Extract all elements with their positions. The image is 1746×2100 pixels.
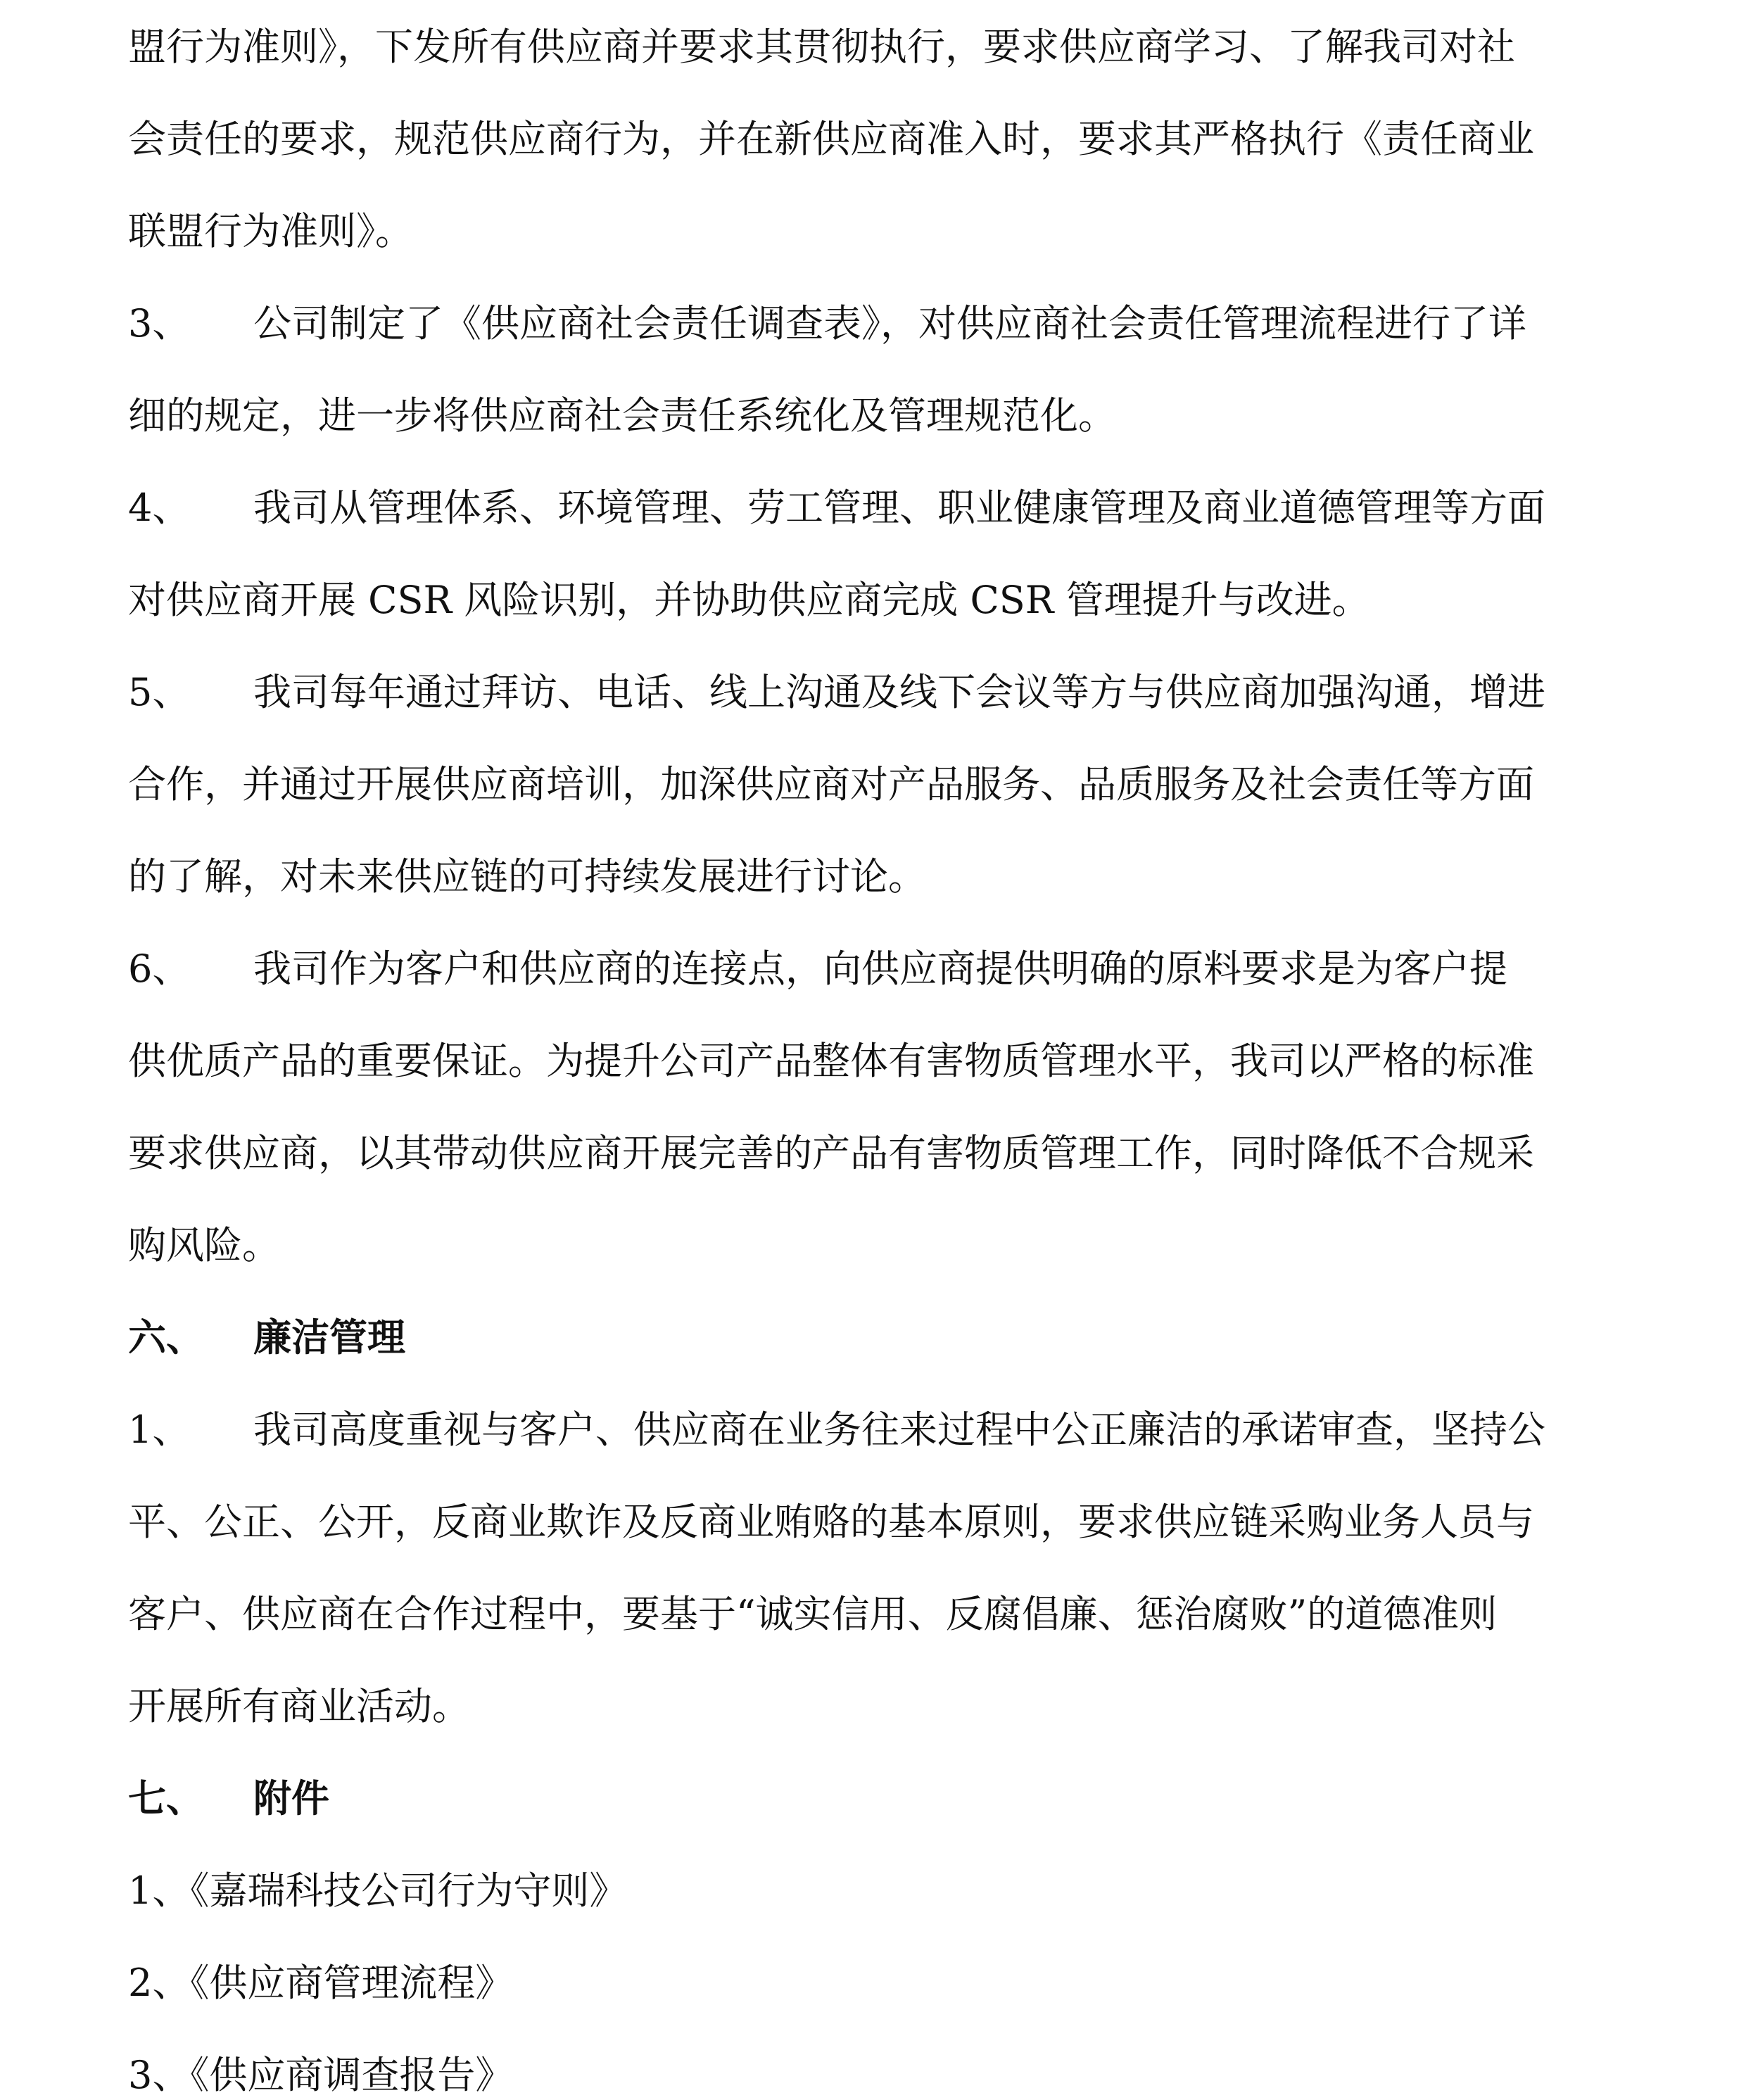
section-heading-6 <box>128 1313 1627 1362</box>
list-item-3 <box>128 299 1627 348</box>
list-item-6 <box>128 944 1627 994</box>
attachment-item: 3、《供应商调查报告》 <box>128 2053 514 2097</box>
paragraph-line: 客户、供应商在合作过程中，要基于“诚实信用、反腐倡廉、惩治腐败”的道德准则 <box>128 1592 1498 1636</box>
paragraph-line: 细的规定，进一步将供应商社会责任系统化及管理规范化。 <box>128 393 1116 438</box>
section-title: 附件 <box>253 1776 329 1821</box>
item-number: 5、 <box>128 670 191 714</box>
item-number: 4、 <box>128 486 191 530</box>
item-text: 我司高度重视与客户、供应商在业务往来过程中公正廉洁的承诺审查，坚持公 <box>253 1408 1545 1452</box>
section-heading-7 <box>128 1774 1627 1823</box>
paragraph-line: 开展所有商业活动。 <box>128 1684 470 1728</box>
item-number: 1、 <box>128 1408 191 1452</box>
list-item-4 <box>128 483 1627 533</box>
item-text: 我司每年通过拜访、电话、线上沟通及线下会议等方与供应商加强沟通，增进 <box>253 670 1545 714</box>
paragraph-line: 供优质产品的重要保证。为提升公司产品整体有害物质管理水平，我司以严格的标准 <box>128 1039 1534 1083</box>
section-number: 六、 <box>128 1315 204 1360</box>
document-page <box>128 0 1627 2097</box>
list-item-1 <box>128 1405 1627 1455</box>
paragraph-line: 联盟行为准则》。 <box>128 209 413 253</box>
paragraph-line: 对供应商开展 CSR 风险识别，并协助供应商完成 CSR 管理提升与改进。 <box>128 578 1370 622</box>
item-number: 3、 <box>128 301 191 346</box>
paragraph-line: 盟行为准则》，下发所有供应商并要求其贯彻执行，要求供应商学习、了解我司对社 <box>128 25 1515 69</box>
item-text: 我司作为客户和供应商的连接点，向供应商提供明确的原料要求是为客户提 <box>253 947 1507 991</box>
paragraph-line: 要求供应商，以其带动供应商开展完善的产品有害物质管理工作，同时降低不合规采 <box>128 1131 1534 1175</box>
section-title: 廉洁管理 <box>253 1315 405 1360</box>
paragraph-line: 合作，并通过开展供应商培训，加深供应商对产品服务、品质服务及社会责任等方面 <box>128 762 1534 807</box>
item-number: 6、 <box>128 947 191 991</box>
item-text: 公司制定了《供应商社会责任调查表》，对供应商社会责任管理流程进行了详 <box>253 301 1526 346</box>
item-text: 我司从管理体系、环境管理、劳工管理、职业健康管理及商业道德管理等方面 <box>253 486 1545 530</box>
paragraph-line: 购风险。 <box>128 1223 280 1267</box>
paragraph-line: 的了解，对未来供应链的可持续发展进行讨论。 <box>128 854 926 899</box>
attachment-item: 1、《嘉瑞科技公司行为守则》 <box>128 1868 628 1913</box>
paragraph-line: 平、公正、公开，反商业欺诈及反商业贿赂的基本原则，要求供应链采购业务人员与 <box>128 1500 1534 1544</box>
list-item-5 <box>128 668 1627 717</box>
attachment-item: 2、《供应商管理流程》 <box>128 1961 514 2005</box>
paragraph-line: 会责任的要求，规范供应商行为，并在新供应商准入时，要求其严格执行《责任商业 <box>128 117 1534 161</box>
section-number: 七、 <box>128 1776 204 1821</box>
